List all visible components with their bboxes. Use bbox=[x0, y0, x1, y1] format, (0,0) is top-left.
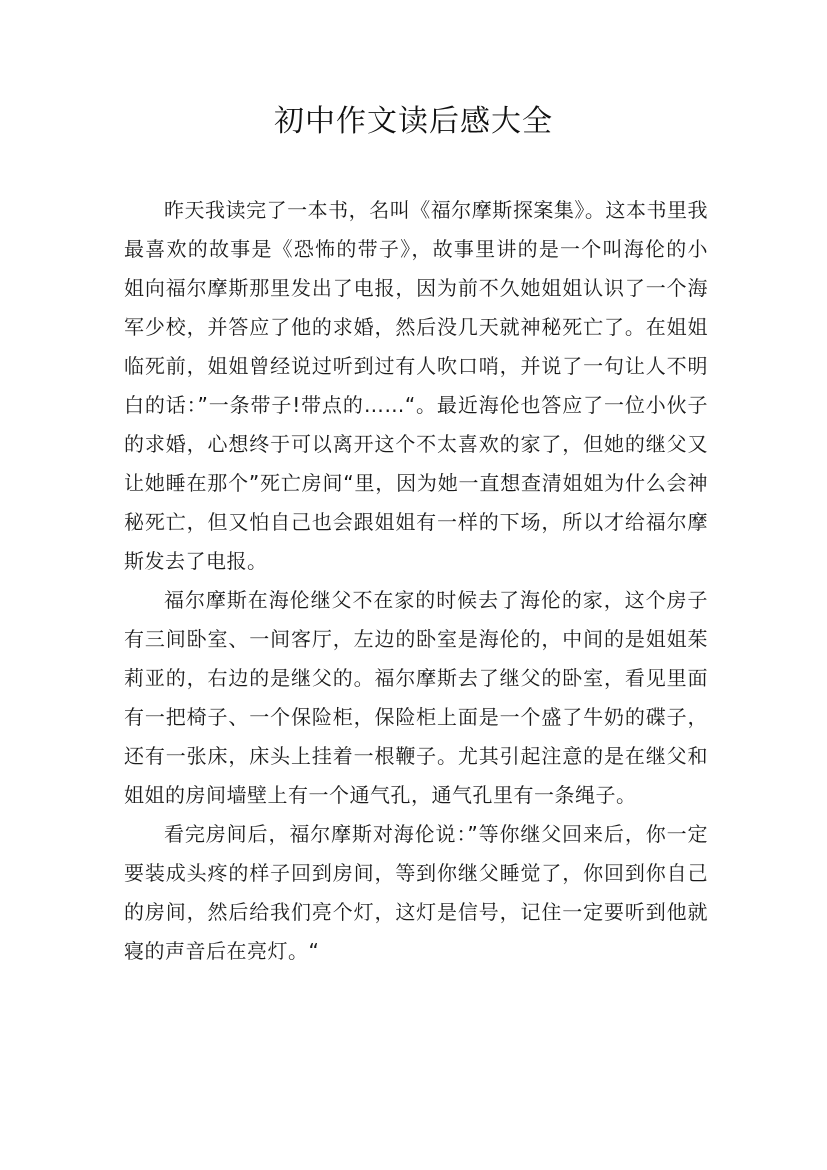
paragraph-3: 看完房间后，福尔摩斯对海伦说：”等你继父回来后，你一定要装成头疼的样子回到房间，等到你继父睡觉了，你回到你自己的房间，然后给我们亮个灯，这灯是信号，记住一定要听到他就寝的声音后在亮灯。“ bbox=[124, 822, 708, 963]
paragraph-2: 福尔摩斯在海伦继父不在家的时候去了海伦的家，这个房子有三间卧室、一间客厅，左边的卧室是海伦的，中间的是姐姐茱莉亚的，右边的是继父的。福尔摩斯去了继父的卧室，看见里面有一把椅子、一个保险柜，保险柜上面是一个盛了牛奶的碟子，还有一张床，床头上挂着一根鞭子。尤其引起注意的是在继父和姐姐的房间墙壁上有一个通气孔，通气孔里有一条绳子。 bbox=[124, 588, 708, 807]
document-body bbox=[124, 191, 708, 971]
paragraph-1: 昨天我读完了一本书，名叫《福尔摩斯探案集》。这本书里我最喜欢的故事是《恐怖的带子》，故事里讲的是一个叫海伦的小姐向福尔摩斯那里发出了电报，因为前不久她姐姐认识了一个海军少校，并答应了他的求婚，然后没几天就神秘死亡了。在姐姐临死前，姐姐曾经说过听到过有人吹口哨，并说了一句让人不明白的话：”一条带子!带点的……“。最近海伦也答应了一位小伙子的求婚，心想终于可以离开这个不太喜欢的家了，但她的继父又让她睡在那个”死亡房间“里，因为她一直想查清姐姐为什么会神秘死亡，但又怕自己也会跟姐姐有一样的下场，所以才给福尔摩斯发去了电报。 bbox=[124, 198, 708, 573]
document-title: 初中作文读后感大全 bbox=[274, 104, 553, 139]
